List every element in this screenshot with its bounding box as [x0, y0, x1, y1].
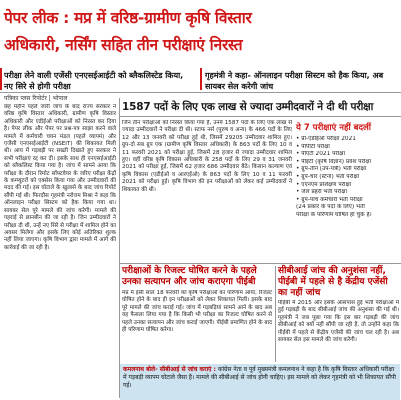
- headline-divider: [0, 92, 401, 93]
- box-item: • प्री-एडीईओ परीक्षा 2021: [296, 136, 356, 142]
- subhead-right: गृहमंत्री ने कहा- ऑनलाइन परीक्षा सिस्टम को हैक किया, अब सायबर सेल करेगी जांच: [205, 71, 384, 91]
- box-item: • पीएटी 2021 परीक्षा: [296, 151, 345, 158]
- subhead-left: परीक्षा लेने वाली एजेंसी एनएसईआईटी को ब्लैकलिस्टेड किया, नए सिरे से होगी परीक्षा: [4, 71, 184, 91]
- right-section-heading: सीबीआई जांच की अनुशंसा नहीं, पीईबी में पहले से है केंद्रीय एजेंसी का नहीं जांच: [278, 266, 388, 298]
- box-item: • ग्रुप-चार (स्टेनो) भर्ती परीक्षा: [296, 173, 360, 180]
- box-item: • ग्रुप-तीन (उप-यंत्री) भर्ती परीक्षा: [296, 166, 367, 173]
- box-item: • एएनएम प्रशिक्षण परीक्षा: [296, 181, 352, 188]
- bottom-body: कांग्रेस नेता व पूर्व मुख्यमंत्री कमलनाथ ने कहा है कि कृषि विस्तार अधिकारी परीक्षा में गड़बड़ी व्यापम घोटाले जैसा है। मामले की सीबीआई से जांच होनी चाहिए। इस मामले को लेकर गृहमंत्री को भी शिकायत सौंपी गई।: [123, 366, 396, 389]
- column-divider: [119, 98, 120, 398]
- headline-line-2: अधिकारी, नर्सिंग सहित तीन परीक्षाएं निरस्त: [4, 36, 243, 54]
- mid-section-body: मप्र में इसी साल 18 फरवरी को कृषि परीक्षाओं का परिणाम आया, रिजल्ट घोषित होने के बाद ही इन परीक्षाओं को लेकर शिकायत मिली। इसके बाद पूरे मामले की जांच कराई गई। जांच में गड़बड़ियां सामने आने के बाद अब यह फैसला लिया गया है कि किसी भी परीक्षा का रिजल्ट घोषित करने से पहले उनका सत्यापन और जांच कराई जाएगी। पीईबी प्रमाणित होने के बाद ही परिणाम घोषित करेगा।: [122, 290, 272, 334]
- headline-line-1-rest: मप्र में वरिष्ठ-ग्रामीण कृषि विस्तार: [74, 9, 252, 27]
- right-section-body: पीईबी में 2015 और इसके आसपास हुई भर्ती परीक्षाओं में हुई गड़बड़ी के बाद सीबीआई जांच की अनुशंसा की गई थी। गृहमंत्री ने जब पूछा गया कि इस बार गड़बड़ी की जांच सीबीआई को क्यों नहीं सौंपी जा रही है, तो उन्होंने कहा कि पीईबी में पहले से केंद्रीय एजेंसी की जांच चल रही है। अब सायबर सेल इस मामले की जांच करेगी।: [278, 300, 399, 344]
- box-item: (24 प्रकार के पदों के लिए) भर्ती: [296, 204, 365, 211]
- box-item: • ग्रुप-पांच कर्मचारी भर्ती परीक्षा: [296, 196, 363, 203]
- section-title: 1587 पदों के लिए एक लाख से ज्यादा उम्मीदवारों ने दी थी परीक्षा: [122, 101, 374, 113]
- box-item: • पीईटी (कृषि विज्ञान) प्रवेश परीक्षा: [296, 158, 371, 165]
- lower-section-divider: [120, 263, 401, 264]
- subhead-right-bar: [200, 68, 202, 90]
- unchanged-exams-box: [296, 120, 399, 260]
- box-title: ये 7 परीक्षाएं नहीं बदलीं: [296, 123, 371, 133]
- headline-kicker: पेपर लीक :: [4, 9, 69, 27]
- mid-section-heading: परीक्षाओं के रिजल्ट घोषित करने के पहले उनका सत्यापन और जांच कराएगा पीईबी: [122, 266, 257, 287]
- bottom-text: [123, 366, 397, 390]
- bottom-label: कमलनाथ बोले- सीबीआई से जांच कराएं :: [123, 366, 216, 373]
- lower-column-divider: [275, 266, 276, 362]
- box-item: परीक्षा के परिणाम घोषित हो चुके हैं।: [296, 211, 372, 218]
- middle-column-text: जिन तीन परीक्षाओं को निरस्त किया गया है, उनमें 1587 पदों के लिए एक लाख से ज्यादा उम्मीदवारों ने परीक्षा दी थी। स्टाफ नर्स (पुरुष व अन्य) के 466 पदों के लिए 12 और 13 जनवरी को परीक्षा हुई थी, जिसमें 29205 उम्मीदवार शामिल हुए। ग्रुप-दो सब ग्रुप एक (ग्रामीण कृषि विस्तार अधिकारी) के 863 पदों के लिए 10 व 11 फरवरी 2021 को परीक्षा हुई, जिसमें 28 हजार से ज्यादा उम्मीदवार शामिल हुए। वहीं वरिष्ठ कृषि विकास अधिकारी के 258 पदों के लिए 29 व 31 जनवरी 2021 को परीक्षा हुई, जिसमें 62 हजार 686 उम्मीदवार बैठे। किसान कल्याण एवं कृषि विकास (एडीईओ व आरएईओ) के 863 पदों के लिए 10 व 11 फरवरी 2021 को परीक्षा हुई। कृषि विभाग की इन परीक्षाओं को लेकर कई उम्मीदवारों ने शिकायत की थी।: [122, 120, 292, 193]
- bottom-box: [120, 364, 400, 400]
- box-item: • पीपीटी परीक्षा: [296, 143, 330, 150]
- headline-line-1: [4, 6, 252, 28]
- subhead-left-bar: [0, 68, 2, 90]
- left-column-text: छह महीने पहले जारी जांच के बाद राज्य सरकार ने वरिष्ठ कृषि विस्तार अधिकारी, ग्रामीण कृषि विस्तार अधिकारी और एडीईओ परीक्षाओं को निरस्त कर दिया है। पेपर लीक और पेपर पर प्रश्न-पत्र साझा करने वाले मामले में कर्मचारी चयन मंडल (पहले व्यापमं) और एजेंसी एनएसईआईटी (NSEIT) की शिकायत मिली थी। आय में गड़बड़ी पर सख्ती दिखाते हुए सरकार ने सभी परीक्षाएं रद्द कर दी। इसके साथ ही एनएसईआईटी को ब्लैकलिस्ट किया गया है। जांच में सामने आया कि परीक्षा के दौरान रिमोट सॉफ्टवेयर के जरिए परीक्षा केंद्रों के कम्प्यूटरों को एक्सेस किया गया और उम्मीदवारों की मदद की गई। इस घोटाले के खुलासे के बाद जांच रिपोर्ट सौंपी गई थी। फिरदौस गृहमंत्री नरोत्तम मिश्रा ने कहा कि ऑनलाइन परीक्षा सिस्टम को हैक किया गया था। सायबर सेल पूरे मामले की जांच करेगी। मामले की गहराई से छानबीन की जा रही है। जिन उम्मीदवारों ने परीक्षा दी थी, उन्हें नए सिरे से परीक्षा में शामिल होने का अवसर मिलेगा और इसके लिए कोई अतिरिक्त शुल्क नहीं लिया जाएगा। कृषि विभाग द्वारा मामले में आगे की कार्रवाई की जा रही है।: [4, 104, 116, 251]
- box-item: • जेल प्रहरी भर्ती परीक्षा: [296, 189, 347, 196]
- section-title-divider: [120, 116, 401, 117]
- byline: पत्रिका प्लस रिपोर्टर | भोपाल: [4, 95, 68, 102]
